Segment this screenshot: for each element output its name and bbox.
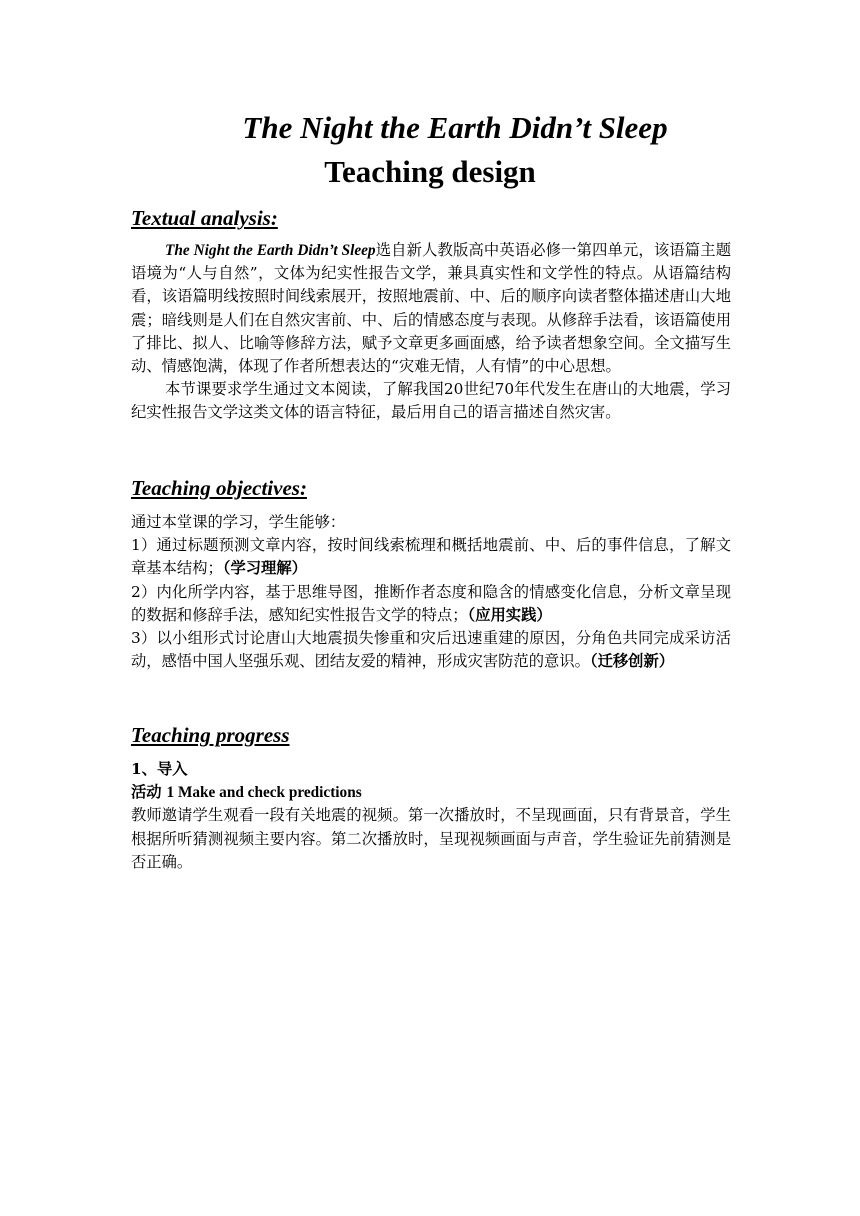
textual-analysis-paragraph-2: 本节课要求学生通过文本阅读，了解我国20世纪70年代发生在唐山的大地震，学习纪实性报告文学这类文体的语言特征，最后用自己的语言描述自然灾害。 xyxy=(131,380,731,422)
textual-analysis-work-title: The Night the Earth Didn’t Sleep xyxy=(165,242,376,259)
objective-text: 1）通过标题预测文章内容，按时间线索梳理和概括地震前、中、后的事件信息，了解文章基本结构； xyxy=(131,536,731,578)
activity-title xyxy=(131,781,731,804)
objective-level-tag: （迁移创新） xyxy=(589,652,675,671)
activity-description: 教师邀请学生观看一段有关地震的视频。第一次播放时，不呈现画面，只有背景音，学生根据所听猜测视频主要内容。第二次播放时，呈现视频画面与声音，学生验证先前猜测是否正确。 xyxy=(131,806,731,871)
textual-analysis-paragraph-1 xyxy=(131,239,731,378)
document-subtitle: Teaching design xyxy=(324,154,536,189)
teaching-progress-heading: Teaching progress xyxy=(131,723,290,747)
objective-level-tag: （学习理解） xyxy=(222,559,307,578)
teaching-objectives-intro: 通过本堂课的学习，学生能够： xyxy=(131,513,346,531)
textual-analysis-paragraph-1-text: 选自新人教版高中英语必修一第四单元，该语篇主题语境为“人与自然”，文体为纪实性报告文学，兼具真实性和文学性的特点。从语篇结构看，该语篇明线按照时间线索展开，按照地震前、中、后的顺序向读者整体描述唐山大地震；暗线则是人们在自然灾害前、中、后的情感态度与表现。从修辞手法看，该语篇使用了排比、拟人、比喻等修辞方法，赋予文章更多画面感，给予读者想象空间。全文描写生动、情感饱满，体现了作者所想表达的“灾难无情，人有情”的中心思想。 xyxy=(131,241,731,376)
objective-item-3 xyxy=(131,627,731,673)
teaching-objectives-heading: Teaching objectives: xyxy=(131,476,307,500)
teaching-objectives-body xyxy=(131,511,731,673)
activity-name: 1 Make and check predictions xyxy=(166,784,362,802)
document-title: The Night the Earth Didn’t Sleep xyxy=(242,110,668,145)
objective-level-tag: （应用实践） xyxy=(467,605,552,624)
progress-step-title: 1、导入 xyxy=(131,760,188,778)
teaching-progress-body xyxy=(131,758,731,874)
objective-item-1 xyxy=(131,534,731,580)
objective-text: 3）以小组形式讨论唐山大地震损失惨重和灾后迅速重建的原因，分角色共同完成采访活动，感悟中国人坚强乐观、团结友爱的精神，形成灾害防范的意识。 xyxy=(131,629,731,671)
activity-prefix: 活动 xyxy=(131,783,162,802)
objective-text: 2）内化所学内容，基于思维导图，推断作者态度和隐含的情感变化信息，分析文章呈现的数据和修辞手法，感知纪实性报告文学的特点； xyxy=(131,582,731,624)
textual-analysis-body xyxy=(131,239,731,425)
objective-item-2 xyxy=(131,581,731,627)
textual-analysis-heading: Textual analysis: xyxy=(131,206,278,230)
